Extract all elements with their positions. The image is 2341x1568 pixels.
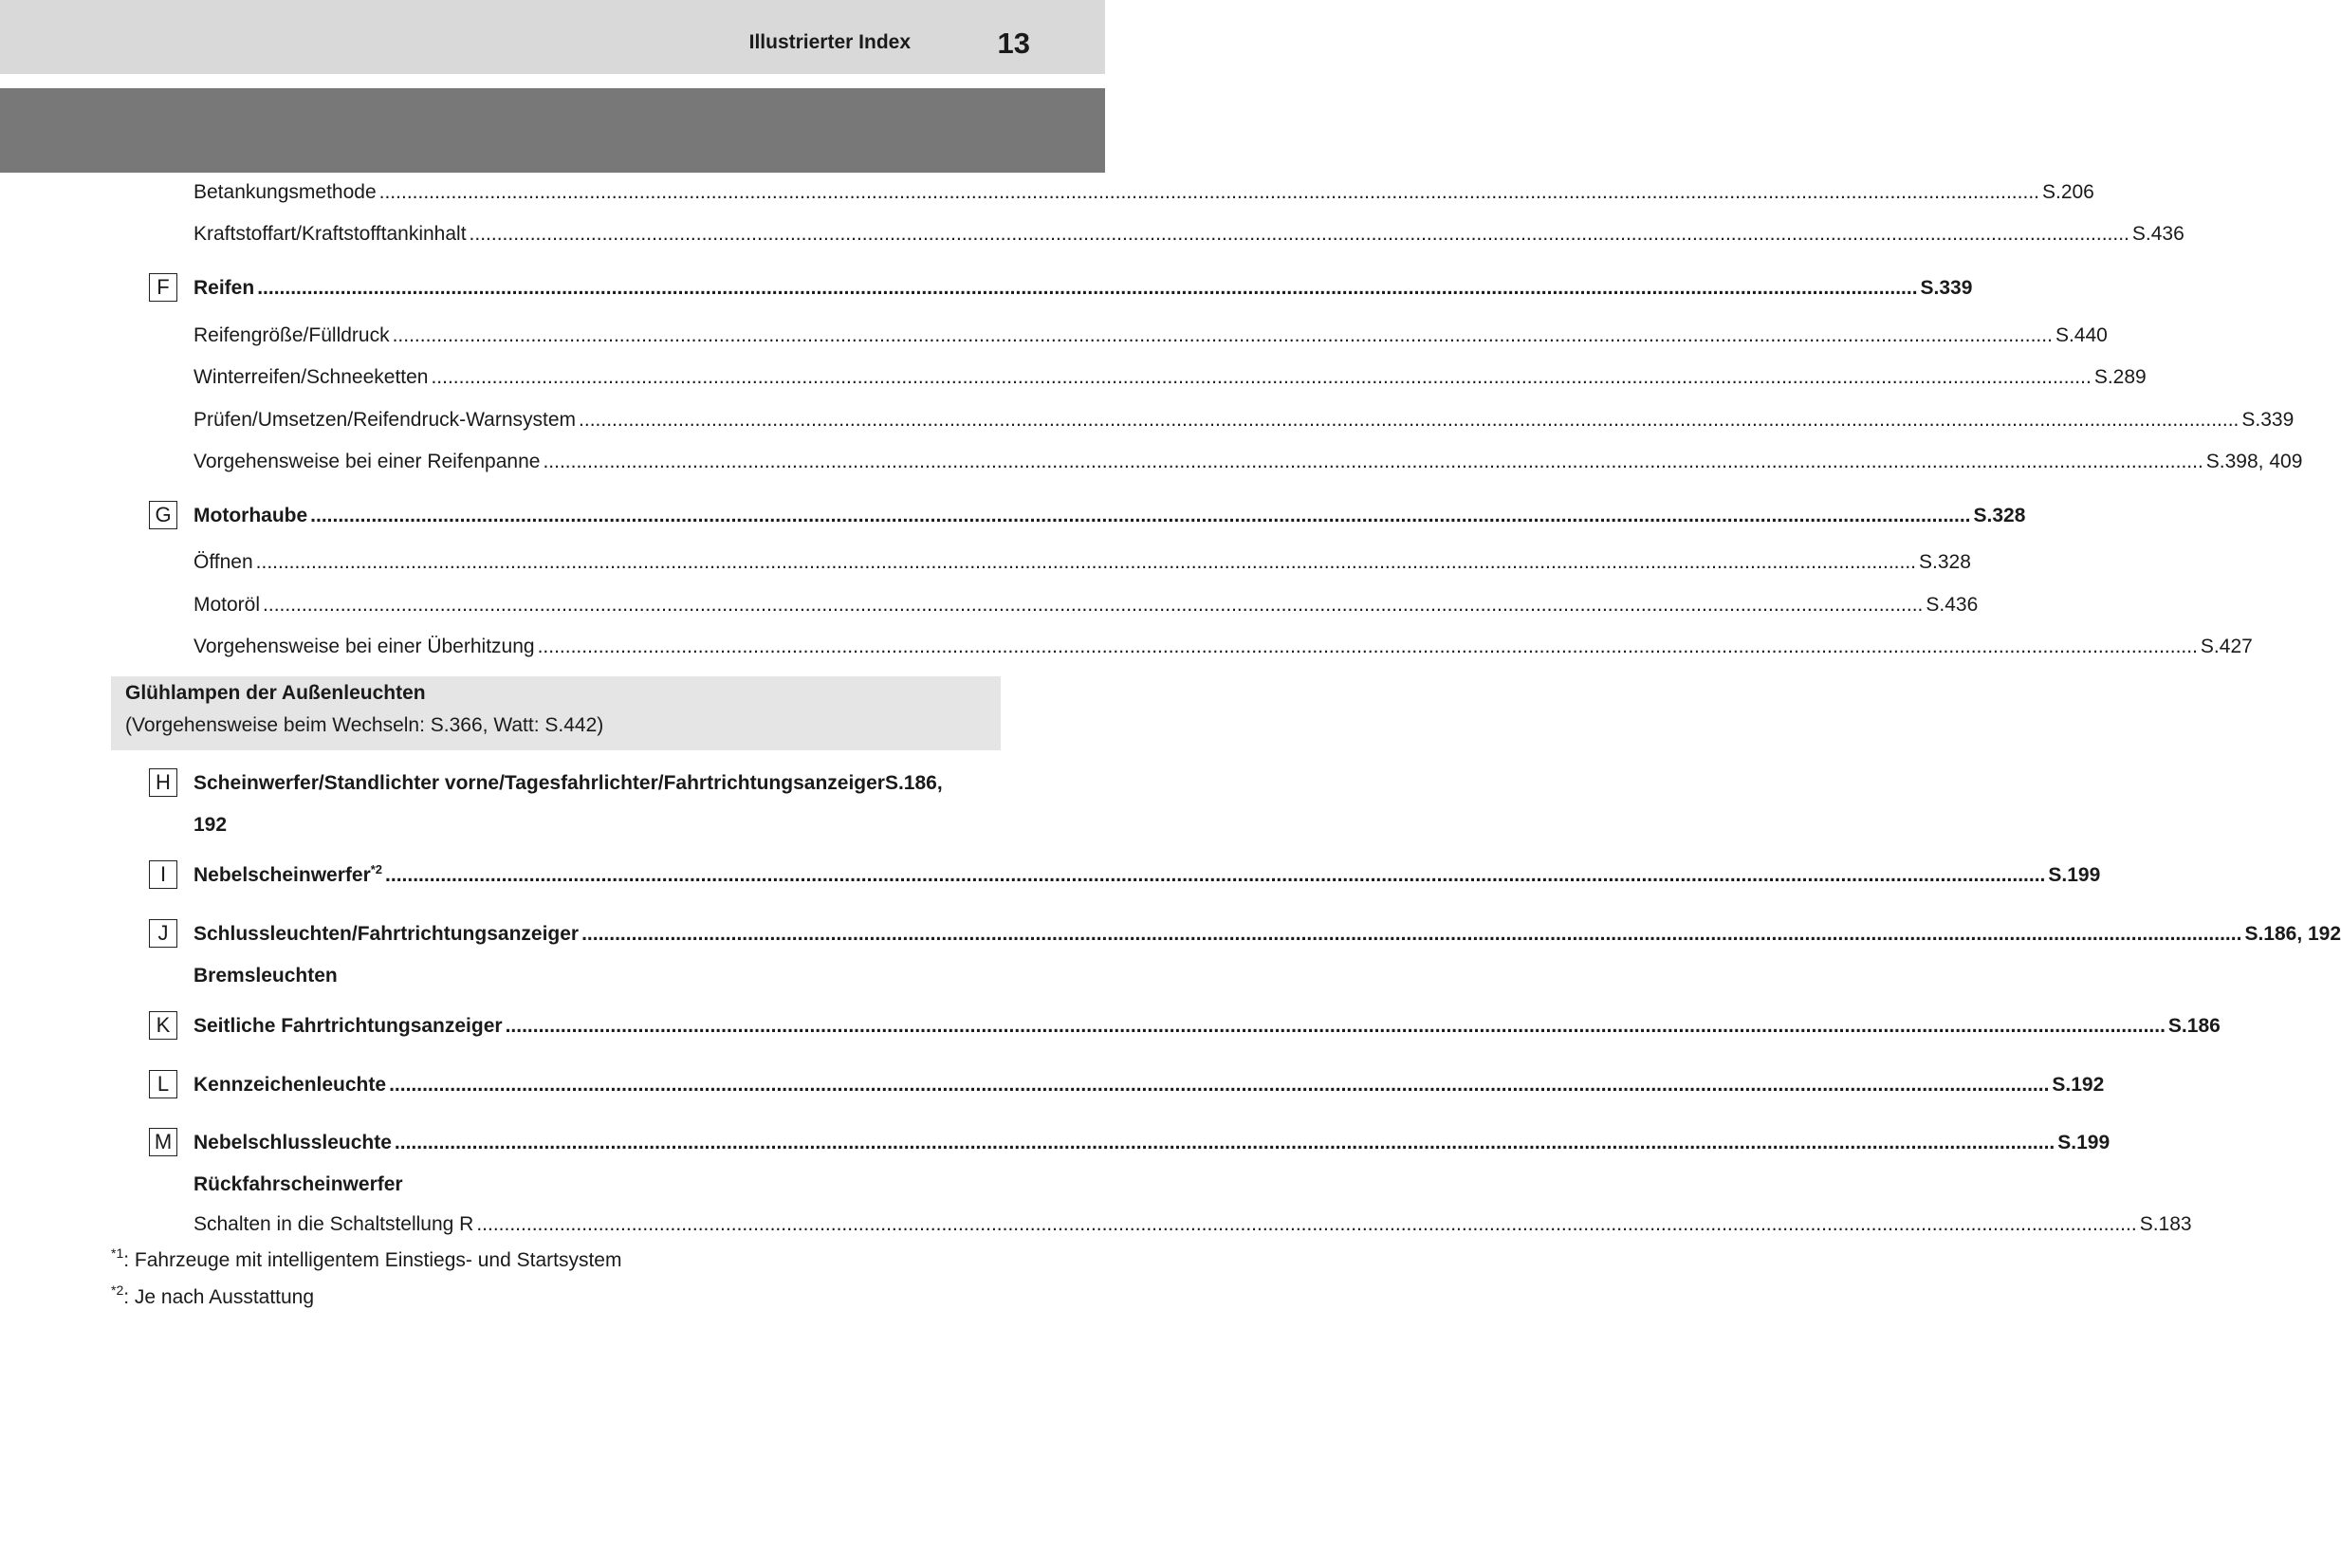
index-group-l bbox=[0, 1066, 2105, 1104]
entry-label: Motoröl bbox=[194, 594, 261, 616]
entry-label: Kraftstoffart/Kraftstofftankinhalt bbox=[194, 223, 467, 245]
bulbs-title: Glühlampen der Außenleuchten bbox=[125, 682, 426, 704]
index-group-i bbox=[0, 857, 2101, 895]
entry-label: Vorgehensweise bei einer Überhitzung bbox=[194, 636, 535, 657]
entry-label: Betankungsmethode bbox=[194, 181, 377, 203]
entry-label: Schlussleuchten/Fahrtrichtungsanzeiger bbox=[194, 923, 580, 945]
entry-label: Öffnen bbox=[194, 551, 253, 573]
leader-dots: ............................................................................................................................................................................................................................................................................................................ bbox=[537, 636, 2198, 657]
entry-page-ref: S.199 bbox=[2057, 1132, 2111, 1153]
index-group-k bbox=[0, 1007, 2221, 1045]
entry-label: Scheinwerfer/Standlichter vorne/Tagesfahrlichter/FahrtrichtungsanzeigerS.186, bbox=[194, 772, 943, 794]
header-bar bbox=[0, 0, 1105, 74]
index-entry bbox=[0, 628, 2253, 666]
entry-label: Motorhaube bbox=[194, 505, 308, 526]
letter-marker: K bbox=[149, 1011, 177, 1040]
index-entry-continuation bbox=[0, 1166, 1105, 1204]
entry-label: Prüfen/Umsetzen/Reifendruck-Warnsystem bbox=[194, 409, 577, 431]
section-title: Illustrierter Index bbox=[748, 31, 911, 53]
index-group-m bbox=[0, 1124, 2111, 1162]
index-entry-continuation bbox=[0, 806, 1105, 844]
entry-page-ref: S.199 bbox=[2048, 864, 2101, 886]
entry-label: Nebelschlussleuchte bbox=[194, 1132, 392, 1153]
index-group-f bbox=[0, 269, 1973, 307]
footnote-mark: *1 bbox=[111, 1245, 124, 1261]
footnote-text: : Je nach Ausstattung bbox=[123, 1286, 315, 1308]
footnote-mark: *2 bbox=[370, 862, 383, 876]
leader-dots: ............................................................................................................................................................................................................................................................................................................ bbox=[263, 594, 1924, 616]
leader-dots: ............................................................................................................................................................................................................................................................................................................ bbox=[257, 277, 1918, 299]
leader-dots: ............................................................................................................................................................................................................................................................................................................ bbox=[579, 409, 2240, 431]
entry-label: Reifengröße/Fülldruck bbox=[194, 324, 390, 346]
entry-label: Schalten in die Schaltstellung R bbox=[194, 1213, 474, 1235]
entry-page-ref: S.186, 192 bbox=[2244, 923, 2341, 945]
leader-dots: ............................................................................................................................................................................................................................................................................................................ bbox=[543, 451, 2203, 472]
index-entry bbox=[0, 586, 1979, 624]
entry-label: Reifen bbox=[194, 277, 255, 299]
leader-dots: ............................................................................................................................................................................................................................................................................................................ bbox=[505, 1015, 2166, 1037]
entry-label: Seitliche Fahrtrichtungsanzeiger bbox=[194, 1015, 503, 1037]
index-entry bbox=[0, 174, 2094, 212]
footnote bbox=[111, 1282, 315, 1309]
leader-dots: ............................................................................................................................................................................................................................................................................................................ bbox=[378, 181, 2039, 203]
letter-marker: I bbox=[149, 860, 177, 889]
footnote bbox=[111, 1245, 622, 1272]
index-entry bbox=[0, 215, 2184, 253]
leader-dots: ............................................................................................................................................................................................................................................................................................................ bbox=[469, 223, 2129, 245]
leader-dots: ............................................................................................................................................................................................................................................................................................................ bbox=[389, 1074, 2050, 1096]
entry-page-ref: S.436 bbox=[1926, 594, 1979, 616]
letter-marker: H bbox=[149, 768, 177, 797]
page-number: 13 bbox=[997, 27, 1030, 60]
letter-marker: M bbox=[149, 1128, 177, 1156]
entry-label: Kennzeichenleuchte bbox=[194, 1074, 387, 1096]
entry-page-ref: S.328 bbox=[1919, 551, 1971, 573]
entry-label: Bremsleuchten bbox=[194, 965, 338, 987]
leader-dots: ............................................................................................................................................................................................................................................................................................................ bbox=[476, 1213, 2137, 1235]
entry-page-ref: S.339 bbox=[2241, 409, 2295, 431]
letter-marker: J bbox=[149, 919, 177, 948]
index-entry bbox=[0, 1206, 2192, 1244]
leader-dots: ............................................................................................................................................................................................................................................................................................................ bbox=[255, 551, 1917, 573]
entry-page-ref: S.436 bbox=[2131, 223, 2184, 245]
index-entry-continuation bbox=[0, 957, 1105, 995]
entry-page-ref: S.206 bbox=[2041, 181, 2094, 203]
entry-label: Rückfahrscheinwerfer bbox=[194, 1173, 403, 1195]
index-group-g bbox=[0, 497, 2026, 535]
leader-dots: ............................................................................................................................................................................................................................................................................................................ bbox=[581, 923, 2242, 945]
entry-page-ref: S.192 bbox=[2052, 1074, 2105, 1096]
index-group-h bbox=[0, 765, 1105, 802]
entry-label: Vorgehensweise bei einer Reifenpanne bbox=[194, 451, 541, 472]
leader-dots: ............................................................................................................................................................................................................................................................................................................ bbox=[392, 324, 2053, 346]
entry-page-ref: S.398, 409 bbox=[2205, 451, 2303, 472]
index-entry bbox=[0, 401, 2295, 439]
leader-dots: ............................................................................................................................................................................................................................................................................................................ bbox=[431, 366, 2092, 388]
bulbs-info-box bbox=[111, 676, 1001, 750]
entry-page-ref: S.328 bbox=[1973, 505, 2026, 526]
letter-marker: G bbox=[149, 501, 177, 529]
entry-page-ref: S.183 bbox=[2139, 1213, 2192, 1235]
entry-label: Winterreifen/Schneeketten bbox=[194, 366, 429, 388]
entry-page-ref: S.289 bbox=[2093, 366, 2147, 388]
header-banner bbox=[0, 88, 1105, 173]
entry-page-ref: S.440 bbox=[2055, 324, 2108, 346]
index-group-j bbox=[0, 915, 2341, 953]
bulbs-subtitle: (Vorgehensweise beim Wechseln: S.366, Watt: S.442) bbox=[125, 714, 604, 736]
index-entry bbox=[0, 359, 2147, 397]
index-entry bbox=[0, 317, 2108, 355]
letter-marker: F bbox=[149, 273, 177, 302]
leader-dots: ............................................................................................................................................................................................................................................................................................................ bbox=[310, 505, 1971, 526]
entry-page-ref: S.339 bbox=[1920, 277, 1973, 299]
letter-marker: L bbox=[149, 1070, 177, 1098]
entry-page-ref: S.427 bbox=[2200, 636, 2253, 657]
entry-page-ref: S.186 bbox=[2167, 1015, 2221, 1037]
entry-label: Nebelscheinwerfer bbox=[194, 864, 371, 886]
leader-dots: ............................................................................................................................................................................................................................................................................................................ bbox=[385, 864, 2046, 886]
footnote-text: : Fahrzeuge mit intelligentem Einstiegs- und Startsystem bbox=[123, 1249, 622, 1271]
index-entry bbox=[0, 544, 1971, 581]
entry-page-ref: 192 bbox=[194, 814, 228, 836]
index-entry bbox=[0, 443, 2303, 481]
leader-dots: ............................................................................................................................................................................................................................................................................................................ bbox=[394, 1132, 2055, 1153]
footnote-mark: *2 bbox=[111, 1282, 124, 1298]
